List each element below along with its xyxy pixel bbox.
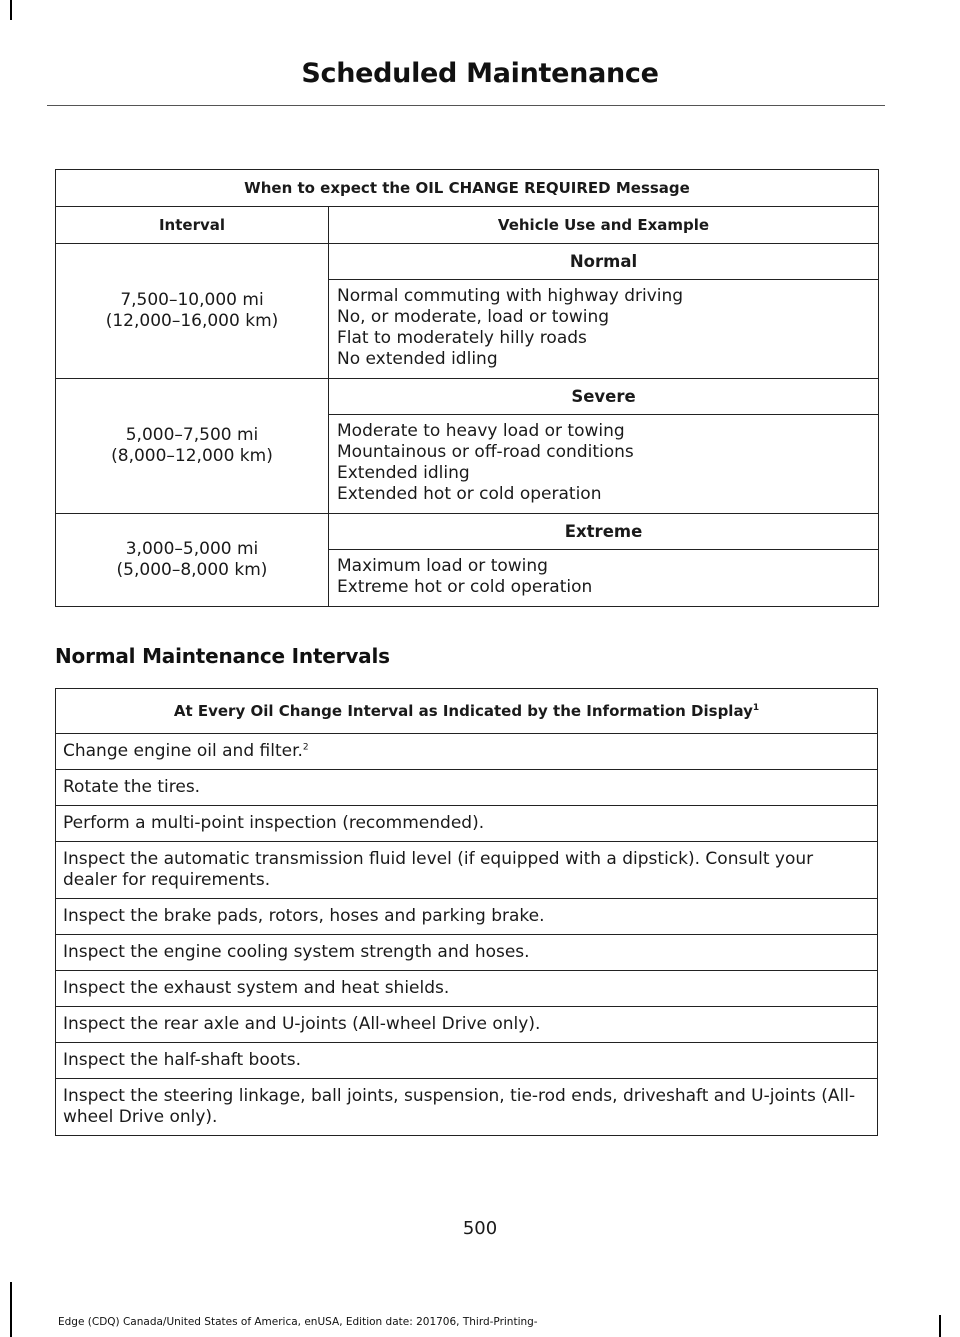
usage-category: Normal bbox=[329, 244, 879, 280]
footer-edition: Edge (CDQ) Canada/United States of America, enUSA, Edition date: 201706, Third-Printing- bbox=[58, 1316, 538, 1328]
column-header-vehicle-use: Vehicle Use and Example bbox=[329, 207, 879, 244]
maintenance-row bbox=[56, 1007, 878, 1043]
interval-kilometers: (12,000–16,000 km) bbox=[105, 311, 279, 331]
usage-example-line: Flat to moderately hilly roads bbox=[337, 328, 587, 348]
maintenance-item-text: Inspect the half-shaft boots. bbox=[63, 1050, 302, 1070]
column-header-interval: Interval bbox=[56, 207, 329, 244]
maintenance-item-cell bbox=[56, 1079, 878, 1136]
usage-category: Severe bbox=[329, 379, 879, 415]
maintenance-item-cell bbox=[56, 734, 878, 770]
interval-cell bbox=[56, 244, 329, 379]
title-divider bbox=[47, 105, 885, 106]
usage-example-line: No, or moderate, load or towing bbox=[337, 307, 610, 327]
usage-example-line: Maximum load or towing bbox=[337, 556, 548, 576]
maintenance-item-cell bbox=[56, 1043, 878, 1079]
maintenance-item-cell bbox=[56, 842, 878, 899]
maintenance-row bbox=[56, 806, 878, 842]
maintenance-item-text: Inspect the automatic transmission fluid level (if equipped with a dipstick). Consult your dealer for requirements. bbox=[63, 849, 814, 890]
maintenance-item-cell bbox=[56, 806, 878, 842]
maintenance-rows bbox=[56, 734, 878, 1136]
maintenance-item-text: Inspect the engine cooling system strength and hoses. bbox=[63, 942, 530, 962]
oil-change-message-table bbox=[55, 169, 879, 607]
oil-table-groups bbox=[56, 244, 879, 607]
maintenance-item-text: Change engine oil and filter. bbox=[63, 741, 303, 761]
usage-example-line: Extreme hot or cold operation bbox=[337, 577, 593, 597]
maintenance-item-text: Inspect the rear axle and U-joints (All-wheel Drive only). bbox=[63, 1014, 541, 1034]
usage-example-line: Moderate to heavy load or towing bbox=[337, 421, 625, 441]
maintenance-row bbox=[56, 935, 878, 971]
section-heading: Normal Maintenance Intervals bbox=[55, 644, 390, 668]
maintenance-item-cell bbox=[56, 971, 878, 1007]
maintenance-row bbox=[56, 734, 878, 770]
usage-examples bbox=[329, 550, 879, 607]
maintenance-row bbox=[56, 770, 878, 806]
interval-cell bbox=[56, 514, 329, 607]
maintenance-item-cell bbox=[56, 935, 878, 971]
interval-miles: 7,500–10,000 mi bbox=[120, 290, 264, 310]
maintenance-header-text: At Every Oil Change Interval as Indicated by the Information Display bbox=[173, 702, 753, 720]
maintenance-row bbox=[56, 1079, 878, 1136]
page-title: Scheduled Maintenance bbox=[301, 58, 659, 89]
maintenance-item-text: Inspect the exhaust system and heat shields. bbox=[63, 978, 450, 998]
usage-example-line: Mountainous or off-road conditions bbox=[337, 442, 634, 462]
footnote-marker: 2 bbox=[302, 742, 309, 753]
maintenance-item-cell bbox=[56, 1007, 878, 1043]
maintenance-item-text: Rotate the tires. bbox=[63, 777, 201, 797]
crop-mark-top-left bbox=[10, 0, 12, 20]
crop-mark-bottom-right bbox=[939, 1315, 941, 1337]
interval-kilometers: (8,000–12,000 km) bbox=[111, 446, 273, 466]
header-footnote-marker: 1 bbox=[752, 703, 760, 713]
usage-example-line: Normal commuting with highway driving bbox=[337, 286, 684, 306]
usage-example-line: Extended idling bbox=[337, 463, 470, 483]
maintenance-row bbox=[56, 899, 878, 935]
usage-examples bbox=[329, 280, 879, 379]
maintenance-item-cell bbox=[56, 899, 878, 935]
usage-example-line: No extended idling bbox=[337, 349, 498, 369]
oil-table-header: When to expect the OIL CHANGE REQUIRED Message bbox=[56, 170, 879, 207]
interval-miles: 5,000–7,500 mi bbox=[125, 425, 259, 445]
usage-example-line: Extended hot or cold operation bbox=[337, 484, 602, 504]
interval-miles: 3,000–5,000 mi bbox=[125, 539, 259, 559]
interval-cell bbox=[56, 379, 329, 514]
maintenance-item-text: Perform a multi-point inspection (recommended). bbox=[63, 813, 485, 833]
crop-mark-bottom-left bbox=[10, 1282, 12, 1337]
maintenance-row bbox=[56, 971, 878, 1007]
maintenance-item-text: Inspect the brake pads, rotors, hoses and parking brake. bbox=[63, 906, 545, 926]
page-number: 500 bbox=[462, 1218, 498, 1239]
maintenance-intervals-table bbox=[55, 688, 878, 1136]
maintenance-row bbox=[56, 1043, 878, 1079]
maintenance-row bbox=[56, 842, 878, 899]
maintenance-item-text: Inspect the steering linkage, ball joints, suspension, tie-rod ends, driveshaft and U-joints (All-wheel Drive only). bbox=[63, 1086, 856, 1127]
maintenance-item-cell bbox=[56, 770, 878, 806]
usage-examples bbox=[329, 415, 879, 514]
usage-category: Extreme bbox=[329, 514, 879, 550]
interval-kilometers: (5,000–8,000 km) bbox=[116, 560, 268, 580]
maintenance-table-header bbox=[56, 689, 878, 734]
